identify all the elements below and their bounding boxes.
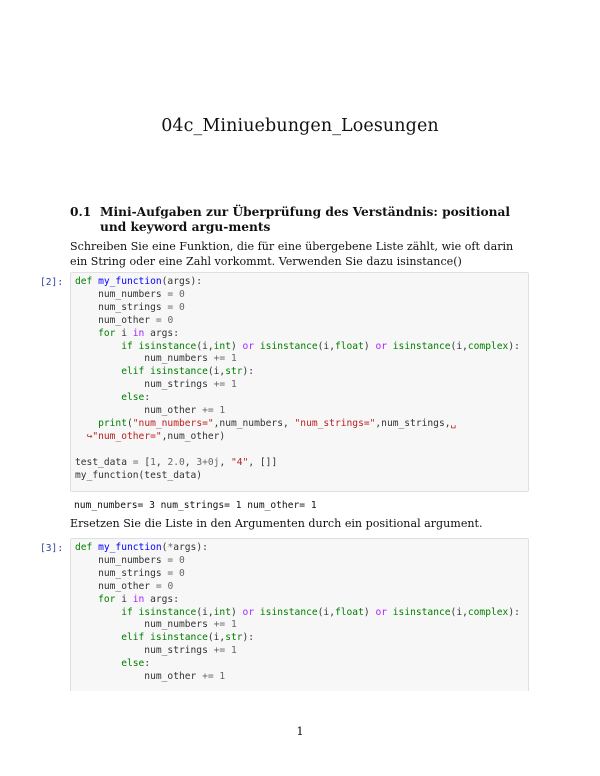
code-cell-3-source: def my_function(*args): num_numbers = 0 num_strings = 0 num_other = 0 for i in args: if isinstance(i,int) or isinstance(i,float) or isinstance(i,complex): num_numbers += 1 elif isinstance(i,str): num_strings += 1 else: num_other += 1 (75, 542, 520, 683)
cell-prompt-3: [3]: (40, 543, 64, 554)
code-cell-2[interactable] (70, 272, 529, 492)
page-title: 04c_Miniuebungen_Loesungen (161, 116, 439, 136)
code-cell-3[interactable] (70, 538, 529, 691)
code-cell-2-source: def my_function(args): num_numbers = 0 num_strings = 0 num_other = 0 for i in args: if isinstance(i,int) or isinstance(i,float) or isinstance(i,complex): num_numbers += 1 elif isinstance(i,str): num_strings += 1 else: num_other += 1 print("num_numbers=",num_numbers, "num_strings=",num_strings,␣ ↪"num_other=",num_other) test_data = [1, 2.0, 3+0j, "4", []] my_function(test_data) (75, 276, 520, 481)
section-title: Mini-Aufgaben zur Überprüfung des Verständnis: positional und keyword argu-ments (100, 205, 511, 234)
paragraph-instruction: Ersetzen Sie die Liste in den Argumenten durch ein positional argument. (70, 517, 483, 530)
page-number: 1 (296, 724, 304, 738)
cell-prompt-2: [2]: (40, 277, 64, 288)
section-heading (70, 205, 532, 235)
paragraph-task: Schreiben Sie eine Funktion, die für eine übergebene Liste zählt, wie oft darin ein String oder eine Zahl vorkommt. Verwenden Sie dazu isinstance() (70, 240, 514, 268)
cell-output-2: num_numbers= 3 num_strings= 1 num_other= 1 (74, 500, 317, 511)
section-number: 0.1 (70, 205, 92, 219)
